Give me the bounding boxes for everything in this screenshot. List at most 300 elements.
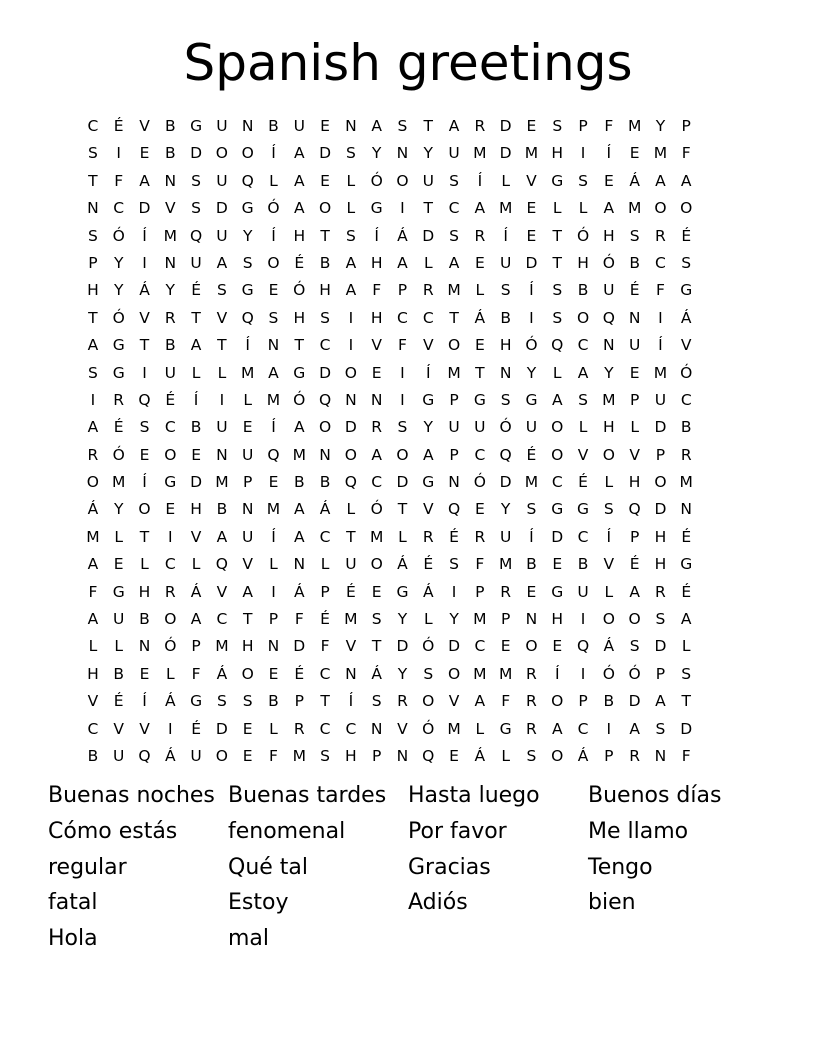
grid-letter: N bbox=[654, 746, 667, 765]
grid-letter: Í bbox=[606, 527, 612, 546]
grid-letter: E bbox=[371, 582, 382, 601]
grid-letter: H bbox=[654, 527, 667, 546]
grid-letter: E bbox=[371, 363, 382, 382]
grid-letter: H bbox=[138, 582, 151, 601]
grid-letter: L bbox=[604, 473, 614, 492]
grid-letter: G bbox=[551, 171, 564, 190]
grid-letter: V bbox=[371, 336, 382, 355]
grid-letter: Á bbox=[422, 582, 434, 601]
grid-letter: C bbox=[397, 308, 408, 327]
grid-letter: G bbox=[164, 473, 177, 492]
grid-letter: V bbox=[139, 719, 150, 738]
grid-letter: S bbox=[500, 390, 511, 409]
grid-letter: E bbox=[526, 226, 537, 245]
grid-letter: B bbox=[164, 117, 176, 135]
grid-letter: Í bbox=[477, 171, 483, 190]
grid-letter: É bbox=[191, 719, 201, 738]
grid-letter: É bbox=[423, 555, 434, 574]
grid-letter: N bbox=[345, 117, 357, 135]
grid-letter: É bbox=[113, 117, 124, 135]
grid-letter: B bbox=[216, 500, 228, 519]
grid-letter: M bbox=[627, 199, 642, 218]
grid-letter: R bbox=[293, 719, 305, 738]
grid-letter: S bbox=[191, 199, 201, 218]
grid-letter: I bbox=[400, 363, 405, 382]
grid-letter: S bbox=[578, 390, 588, 409]
grid-letter: L bbox=[269, 555, 278, 574]
grid-letter: C bbox=[87, 117, 99, 135]
grid-letter: S bbox=[552, 117, 563, 135]
grid-letter: P bbox=[268, 610, 279, 629]
grid-letter: H bbox=[87, 281, 99, 300]
grid-letter: D bbox=[680, 719, 693, 738]
grid-letter: S bbox=[345, 144, 356, 163]
grid-letter: V bbox=[680, 336, 692, 355]
grid-letter: M bbox=[473, 144, 487, 163]
grid-letter: B bbox=[164, 144, 176, 163]
grid-letter: D bbox=[525, 253, 538, 272]
grid-letter: B bbox=[319, 253, 331, 272]
grid-letter: T bbox=[423, 117, 433, 135]
grid-letter: A bbox=[680, 171, 692, 190]
grid-letter: Y bbox=[397, 664, 408, 683]
grid-letter: D bbox=[499, 117, 512, 135]
grid-letter: U bbox=[448, 144, 460, 163]
grid-letter: Í bbox=[271, 418, 276, 437]
grid-letter: N bbox=[138, 637, 151, 656]
grid-letter: N bbox=[319, 445, 331, 464]
grid-letter: L bbox=[578, 418, 588, 437]
grid-letter: M bbox=[215, 473, 229, 492]
grid-letter: A bbox=[216, 527, 228, 546]
grid-letter: Ó bbox=[525, 336, 538, 355]
grid-letter: U bbox=[113, 610, 125, 629]
grid-row bbox=[80, 442, 699, 469]
grid-letter: Q bbox=[628, 500, 641, 519]
grid-letter: F bbox=[398, 336, 407, 355]
grid-letter: S bbox=[371, 610, 382, 629]
grid-letter: C bbox=[113, 199, 125, 218]
grid-row bbox=[80, 633, 699, 660]
grid-letter: C bbox=[680, 390, 692, 409]
grid-letter: S bbox=[371, 692, 382, 711]
grid-letter: A bbox=[293, 527, 305, 546]
grid-letter: F bbox=[604, 117, 614, 135]
grid-letter: Q bbox=[422, 746, 435, 765]
grid-letter: C bbox=[164, 418, 176, 437]
grid-row bbox=[80, 716, 699, 743]
grid-letter: M bbox=[292, 445, 306, 464]
grid-row bbox=[80, 305, 699, 332]
grid-letter: É bbox=[113, 418, 124, 437]
grid-letter: V bbox=[448, 692, 460, 711]
grid-letter: A bbox=[603, 199, 615, 218]
grid-letter: O bbox=[628, 610, 641, 629]
grid-letter: Í bbox=[142, 692, 147, 711]
grid-letter: M bbox=[653, 363, 668, 382]
grid-letter: C bbox=[655, 253, 666, 272]
grid-letter: L bbox=[681, 637, 691, 656]
grid-letter: H bbox=[551, 144, 564, 163]
grid-letter: N bbox=[603, 336, 615, 355]
word-list-item: Buenas noches bbox=[48, 783, 215, 808]
grid-letter: S bbox=[242, 253, 253, 272]
grid-letter: S bbox=[681, 253, 692, 272]
grid-letter: T bbox=[371, 637, 382, 656]
grid-letter: Í bbox=[271, 144, 276, 163]
grid-row bbox=[80, 743, 699, 770]
grid-letter: G bbox=[473, 390, 486, 409]
grid-letter: I bbox=[348, 336, 354, 355]
grid-letter: A bbox=[293, 199, 305, 218]
grid-letter: B bbox=[526, 555, 537, 574]
grid-letter: G bbox=[680, 555, 693, 574]
grid-letter: S bbox=[526, 500, 537, 519]
grid-letter: N bbox=[396, 746, 409, 765]
grid-letter: É bbox=[294, 664, 305, 683]
word-list-item: Por favor bbox=[408, 818, 507, 844]
grid-letter: L bbox=[191, 363, 201, 382]
grid-letter: C bbox=[319, 664, 331, 683]
grid-letter: C bbox=[216, 610, 228, 629]
grid-letter: U bbox=[293, 117, 305, 135]
grid-letter: A bbox=[293, 500, 305, 519]
grid-letter: Q bbox=[344, 473, 357, 492]
grid-row bbox=[80, 496, 699, 523]
grid-letter: Q bbox=[602, 308, 615, 327]
grid-letter: L bbox=[552, 199, 562, 218]
grid-letter: L bbox=[140, 555, 149, 574]
grid-letter: G bbox=[112, 582, 125, 601]
grid-letter: Á bbox=[164, 746, 176, 765]
grid-letter: E bbox=[526, 199, 537, 218]
word-list-item: regular bbox=[48, 854, 127, 880]
grid-letter: Ó bbox=[267, 199, 280, 218]
grid-row bbox=[80, 250, 699, 277]
grid-letter: T bbox=[294, 336, 304, 355]
grid-letter: A bbox=[422, 445, 434, 464]
grid-letter: E bbox=[242, 746, 253, 765]
grid-letter: C bbox=[448, 199, 460, 218]
grid-letter: É bbox=[165, 390, 176, 409]
grid-letter: C bbox=[577, 336, 589, 355]
grid-letter: Ó bbox=[473, 473, 486, 492]
grid-letter: E bbox=[449, 746, 459, 765]
grid-letter: B bbox=[87, 746, 99, 765]
grid-letter: E bbox=[139, 664, 150, 683]
grid-letter: B bbox=[500, 308, 511, 327]
grid-letter: C bbox=[164, 555, 176, 574]
grid-letter: E bbox=[474, 500, 485, 519]
grid-letter: O bbox=[551, 746, 564, 765]
grid-letter: C bbox=[422, 308, 434, 327]
grid-letter: G bbox=[396, 582, 409, 601]
grid-letter: S bbox=[216, 281, 227, 300]
page-title: Spanish greetings bbox=[183, 34, 633, 92]
grid-letter: R bbox=[371, 418, 383, 437]
grid-letter: L bbox=[475, 281, 485, 300]
grid-letter: M bbox=[447, 719, 461, 738]
grid-letter: D bbox=[190, 144, 203, 163]
grid-letter: F bbox=[681, 746, 691, 765]
grid-letter: Á bbox=[680, 308, 692, 327]
grid-letter: F bbox=[501, 692, 511, 711]
grid-row bbox=[80, 387, 699, 414]
grid-letter: O bbox=[396, 171, 409, 190]
grid-letter: A bbox=[474, 692, 486, 711]
grid-letter: Ó bbox=[112, 308, 125, 327]
grid-letter: L bbox=[346, 500, 356, 519]
grid-letter: E bbox=[629, 144, 640, 163]
grid-row bbox=[80, 414, 699, 441]
grid-letter: I bbox=[400, 199, 405, 218]
grid-letter: Y bbox=[165, 281, 176, 300]
grid-letter: E bbox=[268, 473, 279, 492]
grid-letter: Y bbox=[604, 363, 614, 382]
grid-letter: A bbox=[680, 610, 692, 629]
grid-letter: I bbox=[116, 144, 121, 163]
word-list-item: Buenos días bbox=[588, 783, 722, 808]
grid-letter: U bbox=[216, 117, 228, 135]
grid-letter: Q bbox=[241, 171, 254, 190]
grid-letter: T bbox=[552, 253, 562, 272]
grid-letter: P bbox=[629, 527, 640, 546]
grid-letter: P bbox=[604, 746, 614, 765]
grid-letter: U bbox=[190, 253, 202, 272]
grid-letter: T bbox=[88, 308, 98, 327]
grid-letter: Y bbox=[655, 117, 666, 135]
grid-letter: N bbox=[628, 308, 641, 327]
grid-letter: C bbox=[319, 336, 331, 355]
grid-letter: F bbox=[475, 555, 485, 574]
grid-letter: M bbox=[266, 390, 281, 409]
grid-letter: N bbox=[370, 390, 383, 409]
grid-letter: N bbox=[87, 199, 99, 218]
grid-letter: O bbox=[447, 664, 461, 683]
grid-letter: U bbox=[603, 281, 615, 300]
grid-letter: G bbox=[190, 117, 203, 135]
grid-letter: V bbox=[113, 719, 124, 738]
grid-letter: R bbox=[526, 664, 537, 683]
grid-letter: S bbox=[449, 226, 459, 245]
grid-letter: T bbox=[346, 527, 356, 546]
grid-letter: I bbox=[168, 719, 173, 738]
grid-letter: R bbox=[526, 692, 537, 711]
grid-letter: G bbox=[499, 719, 512, 738]
grid-letter: A bbox=[268, 363, 279, 382]
grid-letter: V bbox=[216, 308, 228, 327]
grid-letter: O bbox=[551, 418, 564, 437]
grid-letter: R bbox=[655, 582, 666, 601]
grid-letter: N bbox=[293, 555, 306, 574]
grid-letter: A bbox=[371, 117, 382, 135]
grid-letter: Ó bbox=[293, 390, 306, 409]
grid-row bbox=[80, 113, 699, 140]
grid-letter: Ó bbox=[576, 226, 590, 245]
grid-letter: G bbox=[551, 582, 564, 601]
grid-letter: V bbox=[139, 308, 150, 327]
grid-letter: M bbox=[163, 226, 177, 245]
grid-letter: R bbox=[397, 692, 408, 711]
grid-letter: E bbox=[268, 664, 279, 683]
grid-letter: N bbox=[680, 500, 693, 519]
grid-letter: S bbox=[629, 637, 640, 656]
grid-letter: S bbox=[139, 418, 150, 437]
grid-letter: L bbox=[114, 527, 124, 546]
grid-letter: B bbox=[293, 473, 305, 492]
grid-letter: L bbox=[243, 390, 252, 409]
grid-letter: Ó bbox=[293, 281, 306, 300]
grid-letter: F bbox=[655, 281, 665, 300]
grid-letter: G bbox=[190, 692, 203, 711]
grid-letter: Í bbox=[503, 226, 508, 245]
word-list-item: Estoy bbox=[228, 890, 289, 916]
grid-letter: E bbox=[526, 582, 537, 601]
grid-letter: É bbox=[113, 692, 124, 711]
grid-letter: O bbox=[422, 692, 435, 711]
grid-letter: A bbox=[577, 363, 589, 382]
grid-letter: Y bbox=[371, 144, 382, 163]
grid-letter: P bbox=[320, 582, 330, 601]
grid-letter: N bbox=[448, 473, 460, 492]
grid-letter: Ó bbox=[602, 253, 615, 272]
grid-letter: T bbox=[242, 610, 253, 629]
grid-letter: I bbox=[348, 308, 354, 327]
grid-letter: I bbox=[606, 719, 612, 738]
grid-letter: S bbox=[655, 610, 666, 629]
grid-letter: E bbox=[139, 144, 150, 163]
grid-letter: H bbox=[319, 281, 331, 300]
grid-letter: G bbox=[241, 281, 254, 300]
grid-letter: T bbox=[320, 226, 330, 245]
grid-letter: T bbox=[320, 692, 330, 711]
grid-letter: Í bbox=[658, 336, 663, 355]
grid-letter: Í bbox=[529, 281, 534, 300]
grid-letter: E bbox=[474, 253, 485, 272]
grid-row bbox=[80, 140, 699, 167]
grid-letter: S bbox=[629, 226, 640, 245]
grid-letter: D bbox=[448, 637, 461, 656]
grid-letter: B bbox=[268, 117, 279, 135]
grid-letter: S bbox=[449, 171, 459, 190]
grid-letter: Y bbox=[500, 500, 511, 519]
grid-letter: Ó bbox=[680, 363, 693, 382]
grid-letter: L bbox=[501, 746, 510, 765]
grid-letter: O bbox=[138, 500, 151, 519]
grid-letter: C bbox=[345, 719, 357, 738]
grid-letter: D bbox=[396, 473, 409, 492]
grid-letter: A bbox=[345, 253, 357, 272]
grid-letter: C bbox=[551, 473, 563, 492]
grid-letter: Ó bbox=[422, 637, 435, 656]
grid-letter: P bbox=[88, 253, 98, 272]
grid-letter: F bbox=[294, 610, 304, 629]
grid-letter: L bbox=[552, 363, 562, 382]
grid-letter: N bbox=[499, 363, 512, 382]
word-list-item: mal bbox=[228, 926, 270, 952]
grid-letter: Í bbox=[245, 336, 250, 355]
grid-letter: L bbox=[423, 610, 433, 629]
grid-letter: Í bbox=[142, 473, 147, 492]
grid-row bbox=[80, 168, 699, 195]
grid-letter: É bbox=[681, 582, 692, 601]
word-list-item: Buenas tardes bbox=[228, 783, 387, 808]
grid-letter: M bbox=[473, 664, 487, 683]
grid-letter: O bbox=[576, 308, 590, 327]
grid-letter: L bbox=[423, 253, 433, 272]
grid-letter: B bbox=[577, 281, 589, 300]
grid-letter: A bbox=[87, 555, 99, 574]
grid-letter: Á bbox=[164, 692, 176, 711]
word-list-item: bien bbox=[588, 890, 636, 916]
grid-letter: O bbox=[215, 144, 228, 163]
grid-letter: T bbox=[139, 336, 150, 355]
grid-letter: F bbox=[372, 281, 382, 300]
grid-letter: Y bbox=[113, 281, 124, 300]
grid-letter: S bbox=[397, 418, 408, 437]
grid-letter: Q bbox=[318, 390, 332, 409]
grid-letter: S bbox=[242, 692, 253, 711]
grid-letter: I bbox=[271, 582, 276, 601]
grid-letter: E bbox=[320, 117, 330, 135]
grid-letter: O bbox=[602, 445, 615, 464]
grid-letter: Q bbox=[215, 555, 228, 574]
grid-letter: E bbox=[526, 117, 537, 135]
grid-row bbox=[80, 469, 699, 496]
grid-letter: L bbox=[604, 582, 614, 601]
grid-letter: O bbox=[164, 445, 177, 464]
grid-letter: L bbox=[501, 171, 510, 190]
grid-letter: Á bbox=[371, 664, 382, 683]
grid-letter: T bbox=[449, 308, 459, 327]
grid-letter: I bbox=[580, 664, 586, 683]
grid-letter: S bbox=[87, 363, 98, 382]
grid-letter: P bbox=[397, 281, 408, 300]
grid-letter: B bbox=[680, 418, 692, 437]
grid-letter: V bbox=[422, 336, 434, 355]
grid-letter: C bbox=[319, 527, 331, 546]
grid-letter: M bbox=[266, 500, 281, 519]
grid-letter: Á bbox=[474, 746, 486, 765]
grid-letter: N bbox=[345, 390, 357, 409]
grid-letter: Y bbox=[449, 610, 459, 629]
grid-letter: G bbox=[241, 199, 254, 218]
grid-letter: O bbox=[447, 336, 461, 355]
grid-letter: M bbox=[447, 363, 461, 382]
grid-letter: A bbox=[190, 610, 202, 629]
grid-letter: N bbox=[370, 719, 383, 738]
grid-letter: F bbox=[191, 664, 201, 683]
grid-letter: A bbox=[293, 418, 305, 437]
grid-letter: S bbox=[552, 308, 563, 327]
grid-letter: U bbox=[164, 363, 176, 382]
grid-letter: P bbox=[500, 610, 511, 629]
grid-letter: U bbox=[242, 527, 254, 546]
grid-letter: É bbox=[629, 281, 640, 300]
grid-letter: V bbox=[422, 500, 434, 519]
grid-letter: I bbox=[142, 363, 147, 382]
grid-letter: E bbox=[268, 281, 279, 300]
grid-letter: Q bbox=[138, 390, 151, 409]
grid-letter: P bbox=[629, 390, 640, 409]
grid-letter: H bbox=[345, 746, 357, 765]
grid-letter: H bbox=[190, 500, 202, 519]
grid-letter: Y bbox=[113, 500, 124, 519]
word-list-item: Hasta luego bbox=[408, 783, 540, 808]
grid-letter: V bbox=[629, 445, 640, 464]
grid-letter: Í bbox=[374, 226, 379, 245]
grid-letter: E bbox=[629, 363, 640, 382]
